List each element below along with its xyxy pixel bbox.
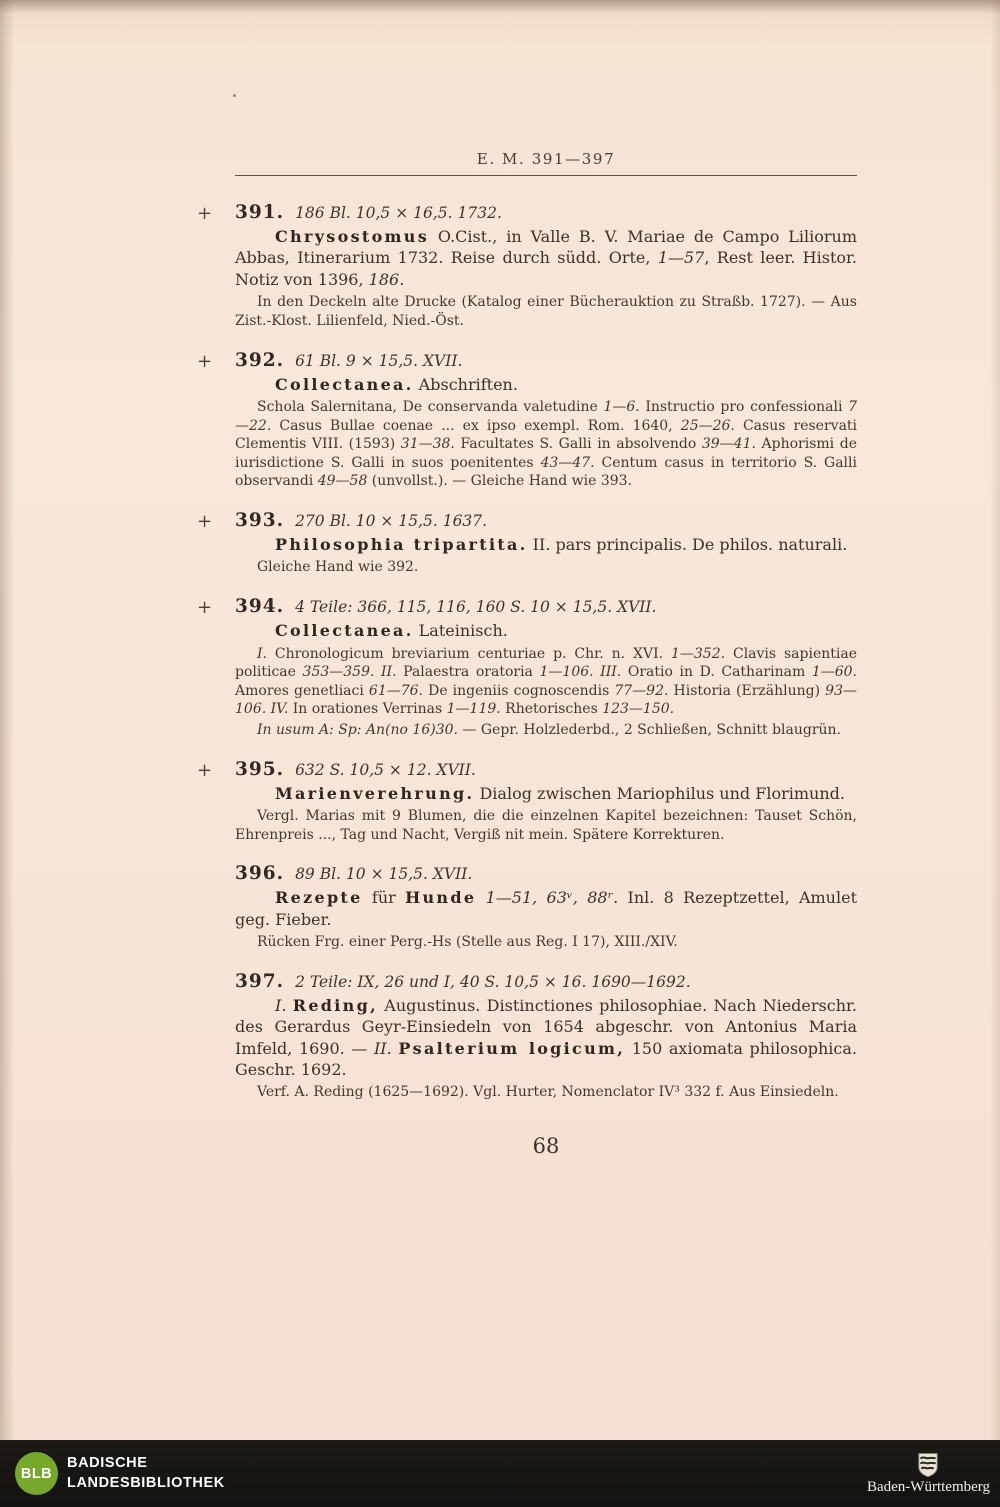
note-segment: Chronologicum breviarium centuriae p. Chr. n. XVI. [266, 645, 671, 662]
catalog-entry-395 [197, 758, 857, 845]
title-segment: II. [373, 1038, 399, 1058]
entry-number: 391. [235, 202, 285, 223]
scan-edge-top [0, 0, 1000, 14]
entry-title [235, 887, 857, 930]
note-segment: 1—6. [603, 398, 640, 415]
blb-logo-text: BLB [20, 1465, 53, 1482]
note-segment: Rhetorisches [500, 701, 603, 718]
running-head: E. M. 391—397 [476, 150, 616, 168]
note-segment: Verf. A. Reding (1625—1692). Vgl. Hurter, Nomenclator IV³ 332 f. Aus Einsiedeln. [257, 1084, 839, 1101]
entry-note [235, 398, 857, 491]
note-segment: 123—150. [602, 701, 675, 718]
page-number: 68 [532, 1134, 560, 1159]
note-segment: 39—41. [701, 436, 756, 453]
note-segment: 1—106. III. [539, 664, 622, 681]
title-segment: Philosophia tripartita. [275, 535, 528, 555]
entry-heading [197, 758, 857, 781]
title-segment: Marienverehrung. [275, 783, 475, 803]
page-content [197, 150, 858, 1159]
entry-note [235, 558, 857, 577]
note-segment: Aphorismi de iurisdictione S. Galli in suos poenitentes [235, 436, 857, 471]
library-name-line2: LANDESBIBLIOTHEK [67, 1474, 225, 1491]
note-segment: Casus reservati Clementis VIII. (1593) [235, 417, 858, 453]
entry-note [235, 933, 857, 952]
note-segment: 1—119. [446, 701, 501, 718]
title-segment: Rezepte [275, 888, 363, 908]
note-segment: Oratio in D. Catharinam [621, 664, 812, 681]
title-segment: 150 axiomata philosophica. Geschr. 1692. [235, 1038, 857, 1079]
note-segment: In orationes Verrinas [288, 701, 447, 718]
entry-collation: 632 S. 10,5 × 12. XVII. [295, 760, 476, 779]
entry-collation: 89 Bl. 10 × 15,5. XVII. [295, 865, 473, 884]
entry-heading [197, 202, 857, 224]
catalog-entries [197, 202, 858, 1102]
scan-edge-right [990, 0, 1000, 1507]
catalog-entry-397 [235, 971, 857, 1102]
title-segment: Hunde [405, 888, 477, 908]
state-name: Baden-Württemberg [866, 1478, 990, 1495]
title-segment: Dialog zwischen Mariophilus und Florimund. [474, 783, 845, 803]
entry-heading [197, 510, 857, 533]
note-segment: In den Deckeln alte Drucke (Katalog einer Bücherauktion zu Straßb. 1727). — Aus Zist.-Klost. Lilienfeld, Nied.-Öst. [235, 294, 857, 329]
entry-collation: 186 Bl. 10,5 × 16,5. 1732. [295, 204, 502, 222]
note-segment: 7—22. [235, 398, 857, 434]
plus-mark: + [197, 350, 213, 372]
note-segment: Rücken Frg. einer Perg.-Hs (Stelle aus Reg. I 17), XIII./XIV. [257, 934, 678, 951]
title-segment: Augustinus. Distinctiones philosophiae. Nach Niederschr. des Gerardus Geyr-Einsiedeln von 1654 abgeschr. von Antonius Maria Imfeld, 1690. — [235, 995, 857, 1058]
note-segment: Palaestra oratoria [396, 664, 540, 681]
entry-collation: 61 Bl. 9 × 15,5. XVII. [295, 351, 463, 370]
note-segment: 43—47. [540, 454, 595, 471]
entry-note [235, 645, 857, 719]
title-segment: 186. [368, 269, 405, 289]
plus-mark: + [197, 597, 213, 619]
note-segment: 77—92. [614, 682, 669, 699]
title-segment: , Rest leer. Histor. Notiz von 1396, [235, 248, 857, 289]
entry-collation: 4 Teile: 366, 115, 116, 160 S. 10 × 15,5. XVII. [295, 598, 657, 617]
title-segment: II. pars principalis. De philos. naturali. [527, 535, 848, 555]
note-segment: In usum A: Sp: An(no 16)30. [257, 721, 458, 738]
catalog-entry-394 [197, 596, 857, 739]
entry-title [235, 226, 857, 290]
title-segment: O.Cist., in Valle B. V. Mariae de Campo Liliorum Abbas, Itinerarium 1732. Reise durch südd. Orte, [235, 227, 857, 268]
entry-number: 393. [235, 510, 285, 532]
catalog-entry-393 [197, 510, 857, 577]
note-segment: Gleiche Hand wie 392. [257, 559, 419, 576]
note-segment: Facultates S. Galli in absolvendo [454, 436, 702, 453]
library-name [67, 1454, 225, 1492]
library-footer-bar [0, 1440, 1000, 1507]
note-segment: Instructio pro confessionali [639, 398, 849, 415]
plus-mark: + [197, 511, 213, 533]
note-segment: Centum casus in territorio S. Galli observandi [235, 454, 857, 490]
title-segment: Reding, [292, 995, 378, 1015]
entry-note [235, 1083, 857, 1102]
entry-number: 394. [235, 596, 285, 618]
title-segment: 1—57 [657, 248, 705, 268]
catalog-entry-392 [197, 349, 858, 491]
title-segment: für [362, 888, 406, 908]
title-segment: Inl. 8 Rezeptzettel, Amulet geg. Fieber. [235, 888, 857, 929]
entry-title [235, 534, 857, 555]
note-segment: Amores genetliaci [235, 682, 369, 699]
note-segment: 1—60. [811, 664, 857, 681]
note-segment: 31—38. [400, 436, 455, 453]
title-segment: Chrysostomus [275, 227, 430, 246]
entry-note [235, 807, 857, 844]
note-segment: 353—359. II. [302, 664, 397, 681]
entry-note [235, 293, 857, 330]
library-branding [0, 1452, 225, 1495]
note-segment: 1—352. [670, 645, 726, 662]
entry-number: 397. [235, 970, 285, 992]
entry-collation: 2 Teile: IX, 26 und I, 40 S. 10,5 × 16. 1690—1692. [295, 972, 691, 991]
entry-heading [197, 349, 857, 372]
note-segment: 49—58 [317, 473, 368, 490]
note-segment: I. [257, 645, 267, 662]
catalog-entry-396 [235, 863, 857, 951]
note-segment: — Gepr. Holzlederbd., 2 Schließen, Schnitt blaugrün. [457, 721, 842, 738]
entry-heading [197, 596, 857, 619]
note-segment: Casus Bullae coenae ... ex ipso exempl. Rom. 1640, [271, 417, 681, 434]
blb-logo-icon [15, 1452, 58, 1495]
entry-title [235, 374, 857, 395]
title-segment: Psalterium logicum, [398, 1038, 626, 1058]
library-name-line1: BADISCHE [67, 1455, 148, 1472]
catalog-entry-391 [197, 202, 857, 331]
title-segment: I. [275, 995, 293, 1015]
entry-number: 396. [235, 863, 285, 885]
note-segment: Vergl. Marias mit 9 Blumen, die die einzelnen Kapitel bezeichnen: Tauset Schön, Ehrenpreis ..., Tag und Nacht, Vergiß nit mein. Spätere Korrekturen. [235, 807, 857, 843]
note-segment: Historia (Erzählung) [668, 682, 826, 699]
entry-heading [235, 971, 857, 992]
plus-mark: + [197, 203, 213, 224]
entry-note [235, 721, 857, 740]
entry-collation: 270 Bl. 10 × 15,5. 1637. [295, 512, 488, 531]
state-branding [867, 1452, 1000, 1496]
title-segment: Lateinisch. [413, 621, 508, 641]
entry-title [235, 995, 857, 1081]
note-segment: 25—26. [680, 417, 735, 434]
title-segment: Collectanea. [275, 621, 414, 641]
note-segment: 61—76. [368, 682, 424, 699]
note-segment: De ingeniis cognoscendis [423, 682, 615, 699]
entry-title [235, 620, 857, 641]
scan-speck [233, 94, 236, 97]
note-segment: Schola Salernitana, De conservanda valetudine [257, 398, 604, 415]
note-segment: 93—106. IV. [235, 682, 857, 718]
coat-of-arms-icon [917, 1452, 939, 1478]
entry-number: 395. [235, 758, 285, 780]
title-segment: Collectanea. [275, 374, 414, 394]
note-segment: Clavis sapientiae politicae [235, 645, 857, 681]
header-rule [235, 175, 857, 176]
entry-title [235, 783, 857, 804]
scan-edge-left [0, 0, 14, 1507]
title-segment: Abschriften. [413, 374, 518, 394]
title-segment: 1—51, 63ᵛ, 88ʳ. [476, 888, 619, 908]
plus-mark: + [197, 759, 213, 781]
entry-heading [235, 863, 857, 884]
note-segment: (unvollst.). — Gleiche Hand wie 393. [367, 473, 633, 490]
entry-number: 392. [235, 349, 285, 371]
